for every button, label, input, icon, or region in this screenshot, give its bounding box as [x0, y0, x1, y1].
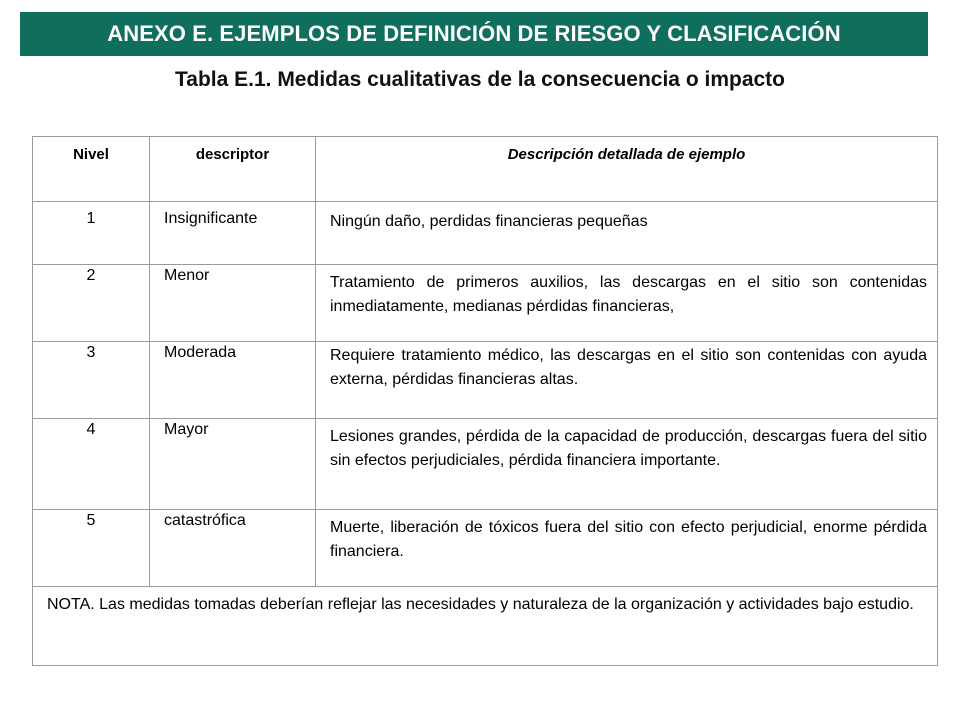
table-header-row — [33, 137, 938, 202]
header-descripcion: Descripción detallada de ejemplo — [316, 137, 938, 202]
table-row — [33, 419, 938, 510]
descriptor-cell: Moderada — [150, 342, 316, 419]
table-note-row — [33, 587, 938, 666]
nivel-cell: 1 — [33, 202, 150, 265]
note-cell: NOTA. Las medidas tomadas deberían reflejar las necesidades y naturaleza de la organización y actividades bajo estudio. — [33, 587, 938, 666]
descriptor-cell: Insignificante — [150, 202, 316, 265]
descripcion-cell: Lesiones grandes, pérdida de la capacidad de producción, descargas fuera del sitio sin efectos perjudiciales, pérdida financiera importante. — [316, 419, 938, 510]
descripcion-cell: Requiere tratamiento médico, las descargas en el sitio son contenidas con ayuda externa, pérdidas financieras altas. — [316, 342, 938, 419]
descriptor-cell: Mayor — [150, 419, 316, 510]
nivel-cell: 2 — [33, 265, 150, 342]
header-nivel: Nivel — [33, 137, 150, 202]
table-row — [33, 510, 938, 587]
table-title: Tabla E.1. Medidas cualitativas de la consecuencia o impacto — [175, 68, 785, 91]
descriptor-cell: Menor — [150, 265, 316, 342]
table-row — [33, 202, 938, 265]
descripcion-cell: Muerte, liberación de tóxicos fuera del sitio con efecto perjudicial, enorme pérdida financiera. — [316, 510, 938, 587]
consequence-table — [32, 136, 938, 666]
descripcion-cell: Tratamiento de primeros auxilios, las descargas en el sitio son contenidas inmediatamente, medianas pérdidas financieras, — [316, 265, 938, 342]
table-row — [33, 342, 938, 419]
table-row — [33, 265, 938, 342]
nivel-cell: 4 — [33, 419, 150, 510]
nivel-cell: 3 — [33, 342, 150, 419]
descriptor-cell: catastrófica — [150, 510, 316, 587]
descripcion-cell: Ningún daño, perdidas financieras pequeñas — [316, 202, 938, 265]
section-banner: ANEXO E. EJEMPLOS DE DEFINICIÓN DE RIESGO Y CLASIFICACIÓN — [20, 12, 928, 56]
header-descriptor: descriptor — [150, 137, 316, 202]
nivel-cell: 5 — [33, 510, 150, 587]
